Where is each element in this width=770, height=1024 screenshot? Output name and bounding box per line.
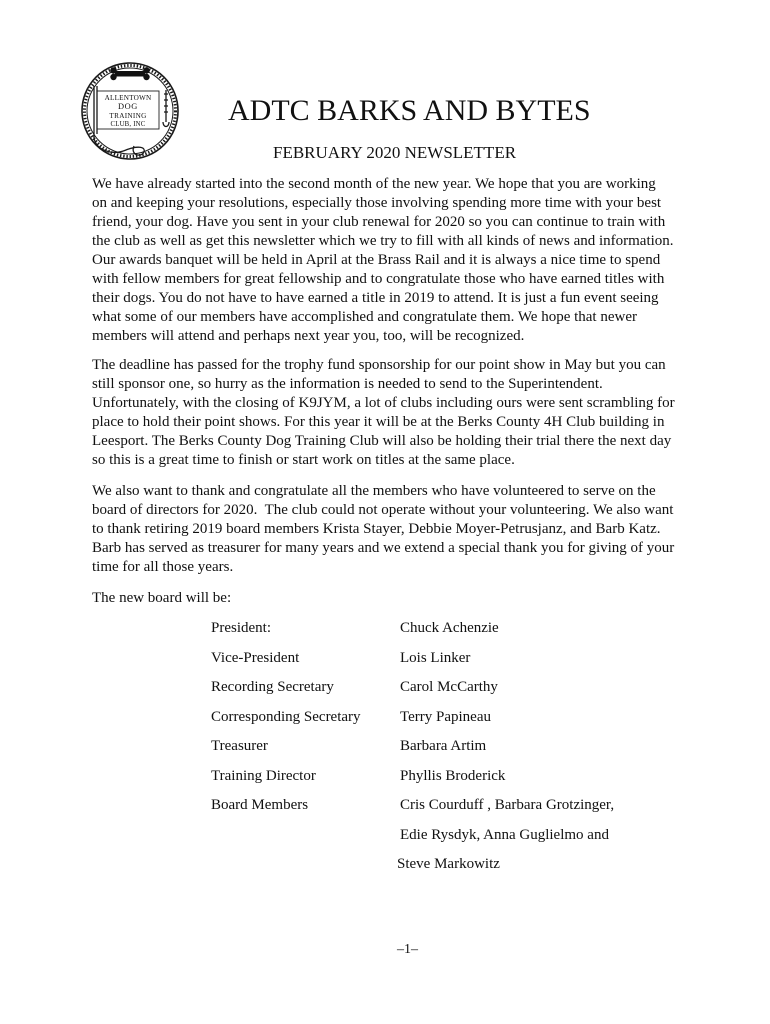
board-row-president [0, 614, 770, 644]
paragraph-line: still sponsor one, so hurry as the information is needed to send to the Superintendent. [92, 376, 603, 393]
board-role: Corresponding Secretary [211, 708, 361, 725]
board-member-name: Cris Courduff , Barbara Grotzinger, [400, 797, 615, 813]
logo-text-line: ALLENTOWN [104, 94, 152, 102]
paragraph-line: board of directors for 2020. The club could not operate without your volunteering. We also want [92, 502, 674, 519]
board-role: Board Members [211, 797, 309, 813]
board-row-treasurer [0, 732, 770, 762]
board-member-name: Lois Linker [400, 649, 471, 666]
board-intro [92, 589, 231, 608]
paragraph-line: Leesport. The Berks County Dog Training Club will also be holding their trial there the next day [92, 433, 672, 450]
intro-paragraph [92, 175, 674, 346]
board-row-recording-secretary [0, 673, 770, 703]
newsletter-title: ADTC BARKS AND BYTES [228, 94, 591, 127]
paragraph-line: the club as well as get this newsletter which we try to fill with all kinds of news and information. [92, 233, 674, 250]
paragraph-line: what some of our members have accomplished and congratulate them. We hope that newer [92, 309, 637, 326]
paragraph-line: We also want to thank and congratulate all the members who have volunteered to serve on the [92, 483, 656, 500]
dog-bone-icon [110, 67, 149, 80]
paragraph-line: to thank retiring 2019 board members Krista Stayer, Debbie Moyer-Petrusjanz, and Barb Katz. [92, 521, 661, 538]
paragraph-line: members will attend and perhaps next year you, too, will be recognized. [92, 328, 525, 345]
board-row-board-members [0, 791, 770, 821]
board-role: Vice-President [211, 649, 300, 666]
board-member-name: Edie Rysdyk, Anna Guglielmo and [400, 826, 609, 843]
board-role: Recording Secretary [211, 679, 334, 695]
page-number: –1– [397, 942, 418, 957]
board-role: President: [211, 620, 271, 636]
board-member-name: Barbara Artim [400, 738, 487, 754]
board-member-name: Terry Papineau [400, 708, 491, 725]
board-member-name: Carol McCarthy [400, 679, 498, 695]
board-role: Treasurer [211, 738, 268, 754]
newsletter-issue-date: FEBRUARY 2020 NEWSLETTER [273, 143, 517, 162]
paragraph-line: place to hold their point shows. For this year it will be at the Berks County 4H Club building in [92, 414, 665, 431]
board-row-corresponding-secretary [0, 703, 770, 733]
board-member-name: Chuck Achenzie [400, 620, 499, 636]
paragraph-line: so this is a great time to finish or start work on titles at the same place. [92, 452, 515, 469]
logo-text-line: CLUB, INC [110, 121, 146, 128]
board-thanks-paragraph [92, 482, 674, 577]
paragraph-line: time for all those years. [92, 559, 234, 576]
paragraph-line: with fellow members for great fellowship and to congratulate those who have earned titles with [92, 271, 665, 288]
board-row-vice-president [0, 644, 770, 674]
board-row-board-members-cont [0, 850, 770, 880]
logo-text-line: DOG [118, 102, 138, 111]
paragraph-line: friend, your dog. Have you sent in your club renewal for 2020 so you can continue to train with [92, 214, 666, 231]
paragraph-line: Unfortunately, with the closing of K9JYM, a lot of clubs including ours were sent scrambling for [92, 395, 675, 412]
paragraph-line: on and keeping your resolutions, especially those involving spending more time with your best [92, 195, 662, 212]
club-logo [78, 60, 184, 164]
logo-text-line: TRAINING [109, 112, 147, 120]
board-role: Training Director [211, 767, 316, 784]
board-intro-text: The new board will be: [92, 590, 232, 607]
paragraph-line: Our awards banquet will be held in April at the Brass Rail and it is always a nice time to spend [92, 252, 661, 269]
paragraph-line: We have already started into the second month of the new year. We hope that you are working [92, 176, 656, 193]
board-row-board-members-cont [0, 821, 770, 851]
trophy-fund-paragraph [92, 356, 675, 470]
board-member-name: Steve Markowitz [397, 856, 500, 872]
board-row-training-director [0, 762, 770, 792]
logo-lettering [105, 94, 152, 128]
board-list [0, 614, 770, 880]
paragraph-line: Barb has served as treasurer for many years and we extend a special thank you for giving of your [92, 540, 675, 557]
board-member-name: Phyllis Broderick [400, 767, 506, 784]
paragraph-line: The deadline has passed for the trophy fund sponsorship for our point show in May but you can [92, 357, 666, 374]
paragraph-line: their dogs. You do not have to have earned a title in 2019 to attend. It is just a fun event seeing [92, 290, 659, 307]
